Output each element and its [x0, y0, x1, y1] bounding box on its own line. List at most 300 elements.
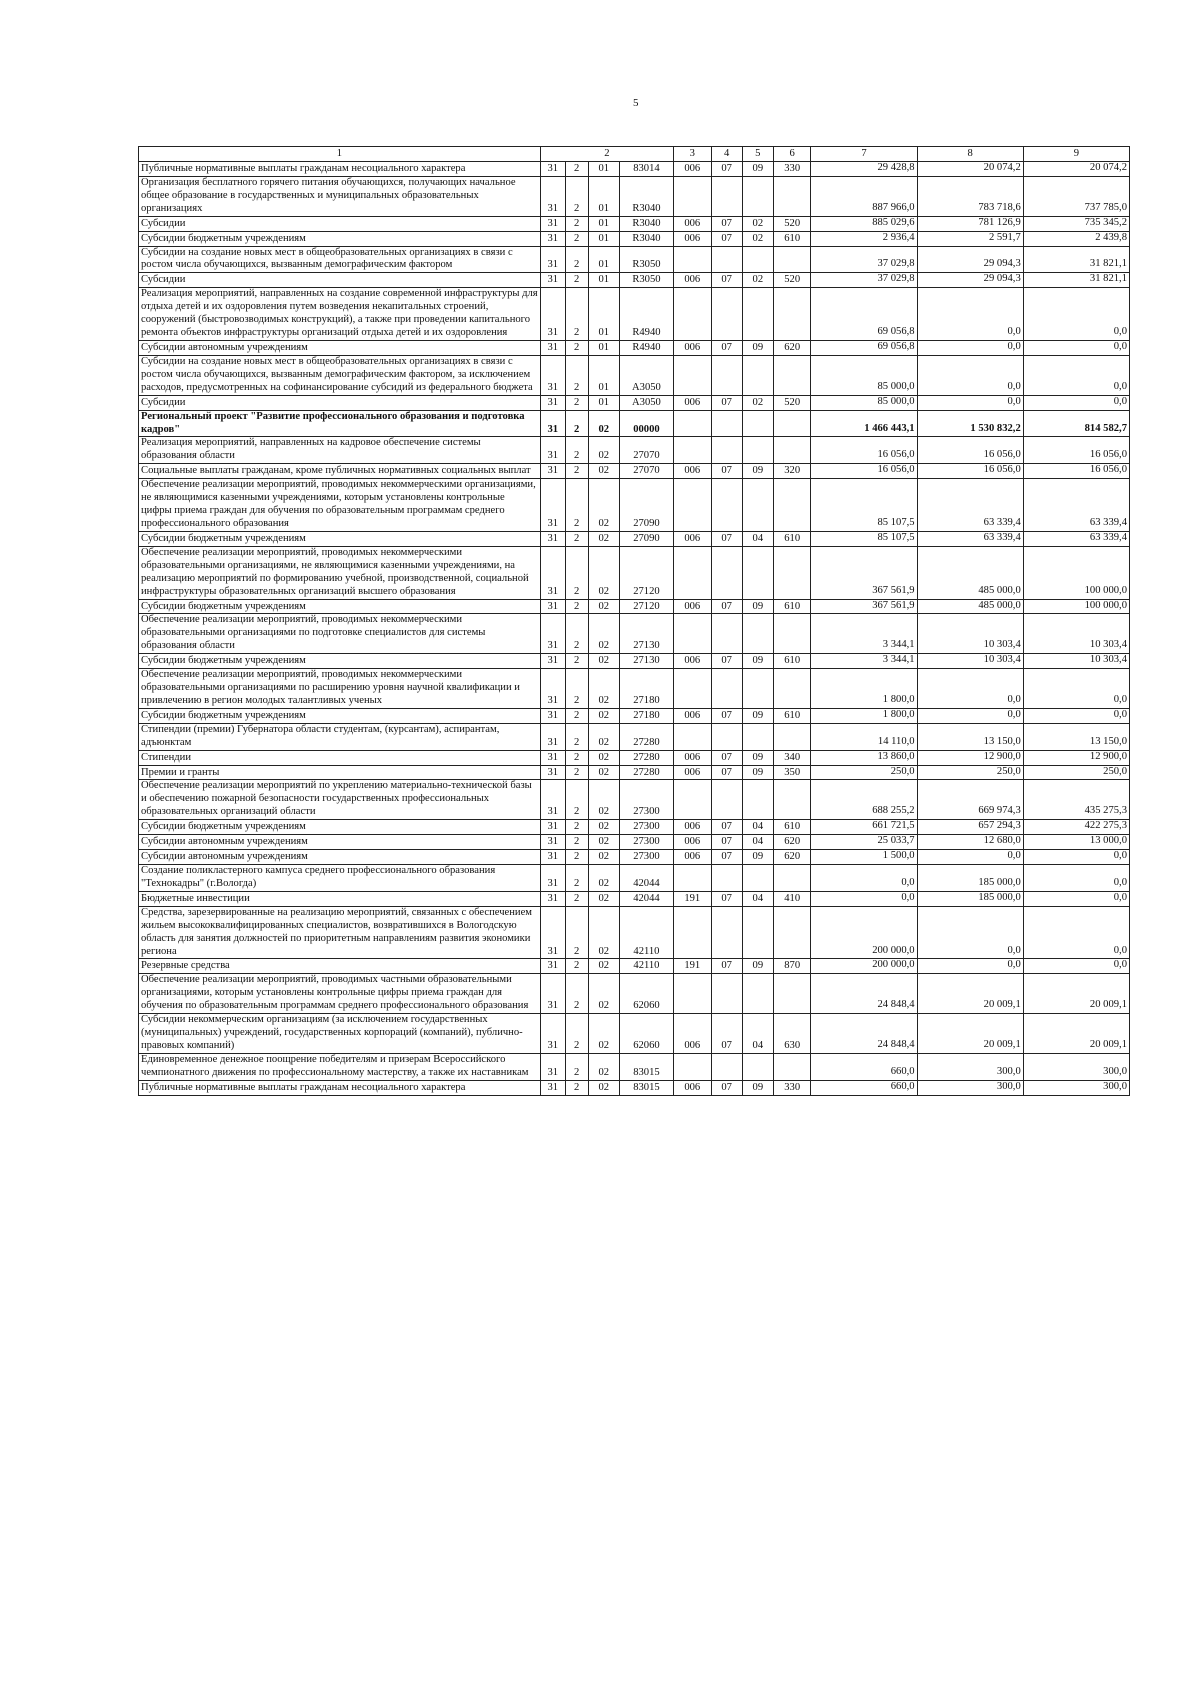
code-c3: 02	[588, 974, 619, 1014]
value-col-8: 12 900,0	[917, 750, 1023, 765]
row-name: Обеспечение реализации мероприятий, проводимых некоммерческими образовательными организациями по расширению уровня научной квалификации и привлечению в регион молодых талантливых ученых	[139, 669, 541, 709]
code-c4: R4940	[619, 340, 673, 355]
value-col-7: 200 000,0	[811, 906, 917, 959]
code-ministry: 006	[674, 340, 711, 355]
column-header-4: 4	[711, 147, 742, 162]
value-col-9: 0,0	[1023, 288, 1129, 341]
code-c1: 31	[540, 891, 565, 906]
table-row	[139, 464, 1130, 479]
code-expense-type: 630	[773, 1014, 810, 1054]
code-section	[711, 479, 742, 532]
code-ministry: 006	[674, 162, 711, 177]
code-section: 07	[711, 216, 742, 231]
code-ministry: 006	[674, 1014, 711, 1054]
column-header-8: 8	[917, 147, 1023, 162]
code-c4: 27300	[619, 820, 673, 835]
code-c4: 27120	[619, 546, 673, 599]
code-expense-type: 520	[773, 273, 810, 288]
value-col-9: 63 339,4	[1023, 479, 1129, 532]
value-col-8: 29 094,3	[917, 246, 1023, 273]
code-c1: 31	[540, 614, 565, 654]
code-section	[711, 410, 742, 437]
value-col-9: 422 275,3	[1023, 820, 1129, 835]
value-col-9: 63 339,4	[1023, 531, 1129, 546]
value-col-9: 12 900,0	[1023, 750, 1129, 765]
code-c3: 02	[588, 891, 619, 906]
code-c4: 27300	[619, 780, 673, 820]
code-ministry: 006	[674, 395, 711, 410]
code-expense-type	[773, 410, 810, 437]
code-c4: R3050	[619, 246, 673, 273]
code-section	[711, 176, 742, 216]
code-c4: 27130	[619, 654, 673, 669]
value-col-9: 435 275,3	[1023, 780, 1129, 820]
code-ministry: 006	[674, 708, 711, 723]
code-c3: 02	[588, 820, 619, 835]
value-col-8: 10 303,4	[917, 654, 1023, 669]
code-c2: 2	[565, 1080, 588, 1095]
row-name: Обеспечение реализации мероприятий, проводимых частными образовательными организациями, которым установлены контрольные цифры приема граждан для обучения по образовательным программам среднего профессионального образования	[139, 974, 541, 1014]
code-c2: 2	[565, 288, 588, 341]
code-c4: 83014	[619, 162, 673, 177]
code-c3: 02	[588, 599, 619, 614]
value-col-7: 24 848,4	[811, 974, 917, 1014]
code-c1: 31	[540, 708, 565, 723]
code-c3: 02	[588, 464, 619, 479]
code-ministry: 006	[674, 273, 711, 288]
budget-table	[138, 146, 1130, 1096]
code-c4: R3050	[619, 273, 673, 288]
code-subsection: 04	[742, 1014, 773, 1054]
code-c2: 2	[565, 479, 588, 532]
code-c2: 2	[565, 820, 588, 835]
code-c1: 31	[540, 906, 565, 959]
code-expense-type	[773, 780, 810, 820]
code-expense-type: 610	[773, 531, 810, 546]
row-name: Субсидии бюджетным учреждениям	[139, 708, 541, 723]
value-col-9: 735 345,2	[1023, 216, 1129, 231]
row-name: Субсидии на создание новых мест в общеобразовательных организациях в связи с ростом числа обучающихся, вызванным демографическим фактором, за исключением расходов, предусмотренных на софинансирование субсидий из федерального бюджета	[139, 355, 541, 395]
row-name: Бюджетные инвестиции	[139, 891, 541, 906]
value-col-7: 887 966,0	[811, 176, 917, 216]
code-c3: 01	[588, 176, 619, 216]
row-name: Публичные нормативные выплаты гражданам несоциального характера	[139, 162, 541, 177]
code-c3: 02	[588, 723, 619, 750]
code-c3: 02	[588, 780, 619, 820]
code-c1: 31	[540, 464, 565, 479]
code-ministry: 006	[674, 654, 711, 669]
value-col-7: 367 561,9	[811, 599, 917, 614]
code-c4: 27180	[619, 708, 673, 723]
value-col-9: 0,0	[1023, 906, 1129, 959]
code-c1: 31	[540, 246, 565, 273]
code-ministry	[674, 546, 711, 599]
value-col-7: 0,0	[811, 891, 917, 906]
table-row	[139, 750, 1130, 765]
row-name: Субсидии на создание новых мест в общеобразовательных организациях в связи с ростом числа обучающихся, вызванным демографическим фактором	[139, 246, 541, 273]
code-section: 07	[711, 765, 742, 780]
code-c1: 31	[540, 479, 565, 532]
code-c4: 42110	[619, 959, 673, 974]
code-ministry	[674, 355, 711, 395]
row-name: Стипендии (премии) Губернатора области студентам, (курсантам), аспирантам, адъюнктам	[139, 723, 541, 750]
table-row	[139, 723, 1130, 750]
code-subsection: 04	[742, 820, 773, 835]
table-row	[139, 546, 1130, 599]
code-c3: 01	[588, 273, 619, 288]
code-c2: 2	[565, 765, 588, 780]
code-expense-type: 610	[773, 820, 810, 835]
code-c4: 00000	[619, 410, 673, 437]
row-name: Единовременное денежное поощрение победителям и призерам Всероссийского чемпионатного движения по профессиональному мастерству, а также их наставникам	[139, 1053, 541, 1080]
value-col-7: 85 107,5	[811, 531, 917, 546]
code-c3: 02	[588, 410, 619, 437]
value-col-9: 300,0	[1023, 1080, 1129, 1095]
value-col-9: 0,0	[1023, 850, 1129, 865]
value-col-8: 29 094,3	[917, 273, 1023, 288]
code-c2: 2	[565, 654, 588, 669]
code-c4: 27280	[619, 723, 673, 750]
value-col-8: 669 974,3	[917, 780, 1023, 820]
value-col-9: 0,0	[1023, 355, 1129, 395]
code-ministry: 006	[674, 231, 711, 246]
value-col-9: 16 056,0	[1023, 464, 1129, 479]
table-row	[139, 273, 1130, 288]
code-expense-type: 320	[773, 464, 810, 479]
code-ministry	[674, 865, 711, 892]
code-c2: 2	[565, 546, 588, 599]
code-section: 07	[711, 1080, 742, 1095]
column-header-9: 9	[1023, 147, 1129, 162]
row-name: Резервные средства	[139, 959, 541, 974]
table-row	[139, 437, 1130, 464]
code-ministry: 006	[674, 464, 711, 479]
code-ministry	[674, 246, 711, 273]
code-c4: 27180	[619, 669, 673, 709]
code-c2: 2	[565, 1053, 588, 1080]
code-section: 07	[711, 464, 742, 479]
row-name: Создание поликластерного кампуса среднего профессионального образования "Технокадры" (г.Вологда)	[139, 865, 541, 892]
code-expense-type	[773, 246, 810, 273]
code-expense-type: 330	[773, 1080, 810, 1095]
code-c4: 27070	[619, 464, 673, 479]
table-row	[139, 865, 1130, 892]
row-name: Субсидии	[139, 395, 541, 410]
code-section: 07	[711, 599, 742, 614]
code-c1: 31	[540, 340, 565, 355]
table-row	[139, 395, 1130, 410]
code-c1: 31	[540, 1080, 565, 1095]
code-expense-type: 340	[773, 750, 810, 765]
value-col-9: 20 074,2	[1023, 162, 1129, 177]
value-col-7: 85 107,5	[811, 479, 917, 532]
code-c3: 02	[588, 906, 619, 959]
code-ministry: 006	[674, 750, 711, 765]
value-col-8: 16 056,0	[917, 464, 1023, 479]
code-c4: 27090	[619, 531, 673, 546]
value-col-8: 485 000,0	[917, 546, 1023, 599]
code-c1: 31	[540, 780, 565, 820]
row-name: Субсидии автономным учреждениям	[139, 835, 541, 850]
row-name: Субсидии некоммерческим организациям (за исключением государственных (муниципальных) учреждений, государственных корпораций (компаний), публично-правовых компаний)	[139, 1014, 541, 1054]
code-c3: 02	[588, 614, 619, 654]
value-col-8: 63 339,4	[917, 479, 1023, 532]
code-ministry: 191	[674, 959, 711, 974]
value-col-9: 10 303,4	[1023, 654, 1129, 669]
code-section: 07	[711, 231, 742, 246]
code-c1: 31	[540, 865, 565, 892]
code-c3: 02	[588, 959, 619, 974]
table-row	[139, 599, 1130, 614]
value-col-9: 10 303,4	[1023, 614, 1129, 654]
value-col-8: 250,0	[917, 765, 1023, 780]
value-col-7: 14 110,0	[811, 723, 917, 750]
table-row	[139, 974, 1130, 1014]
value-col-7: 85 000,0	[811, 395, 917, 410]
value-col-9: 13 000,0	[1023, 835, 1129, 850]
code-c3: 02	[588, 1053, 619, 1080]
code-expense-type	[773, 723, 810, 750]
code-c3: 01	[588, 340, 619, 355]
code-c4: 27280	[619, 765, 673, 780]
code-c1: 31	[540, 654, 565, 669]
code-subsection: 09	[742, 959, 773, 974]
value-col-8: 0,0	[917, 850, 1023, 865]
table-row	[139, 1080, 1130, 1095]
table-row	[139, 780, 1130, 820]
value-col-8: 0,0	[917, 959, 1023, 974]
value-col-8: 0,0	[917, 340, 1023, 355]
row-name: Средства, зарезервированные на реализацию мероприятий, связанных с обеспечением жильем высококвалифицированных специалистов, возвратившихся в Вологодскую область для занятия должностей по приоритетным направлениям развития экономики региона	[139, 906, 541, 959]
table-row	[139, 410, 1130, 437]
code-expense-type: 620	[773, 835, 810, 850]
value-col-9: 13 150,0	[1023, 723, 1129, 750]
code-c1: 31	[540, 835, 565, 850]
table-row	[139, 531, 1130, 546]
column-header-3: 3	[674, 147, 711, 162]
table-row	[139, 669, 1130, 709]
row-name: Субсидии бюджетным учреждениям	[139, 231, 541, 246]
code-subsection	[742, 546, 773, 599]
value-col-7: 85 000,0	[811, 355, 917, 395]
table-row	[139, 231, 1130, 246]
value-col-9: 0,0	[1023, 891, 1129, 906]
table-row	[139, 614, 1130, 654]
code-section: 07	[711, 340, 742, 355]
code-c3: 02	[588, 546, 619, 599]
code-expense-type	[773, 479, 810, 532]
code-section: 07	[711, 959, 742, 974]
value-col-8: 0,0	[917, 288, 1023, 341]
code-section	[711, 355, 742, 395]
code-c2: 2	[565, 355, 588, 395]
code-subsection	[742, 669, 773, 709]
code-section: 07	[711, 273, 742, 288]
column-header-6: 6	[773, 147, 810, 162]
code-subsection: 09	[742, 599, 773, 614]
code-c2: 2	[565, 437, 588, 464]
code-c4: R3040	[619, 216, 673, 231]
code-section	[711, 865, 742, 892]
row-name: Стипендии	[139, 750, 541, 765]
table-row	[139, 708, 1130, 723]
code-ministry: 191	[674, 891, 711, 906]
value-col-8: 485 000,0	[917, 599, 1023, 614]
code-subsection	[742, 176, 773, 216]
code-c1: 31	[540, 162, 565, 177]
code-subsection	[742, 288, 773, 341]
code-section: 07	[711, 1014, 742, 1054]
value-col-8: 185 000,0	[917, 865, 1023, 892]
code-c1: 31	[540, 820, 565, 835]
row-name: Субсидии	[139, 273, 541, 288]
code-subsection: 04	[742, 835, 773, 850]
value-col-9: 250,0	[1023, 765, 1129, 780]
value-col-7: 367 561,9	[811, 546, 917, 599]
value-col-7: 69 056,8	[811, 340, 917, 355]
code-expense-type: 620	[773, 850, 810, 865]
code-subsection	[742, 437, 773, 464]
value-col-8: 12 680,0	[917, 835, 1023, 850]
code-subsection: 09	[742, 850, 773, 865]
value-col-9: 814 582,7	[1023, 410, 1129, 437]
code-c4: 27300	[619, 835, 673, 850]
value-col-8: 20 009,1	[917, 974, 1023, 1014]
code-c1: 31	[540, 231, 565, 246]
row-name: Организация бесплатного горячего питания обучающихся, получающих начальное общее образование в государственных и муниципальных образовательных организациях	[139, 176, 541, 216]
value-col-7: 1 500,0	[811, 850, 917, 865]
code-section: 07	[711, 891, 742, 906]
column-header-2: 2	[540, 147, 673, 162]
row-name: Субсидии автономным учреждениям	[139, 340, 541, 355]
table-row	[139, 479, 1130, 532]
code-expense-type	[773, 288, 810, 341]
value-col-9: 20 009,1	[1023, 974, 1129, 1014]
value-col-7: 660,0	[811, 1080, 917, 1095]
code-c2: 2	[565, 395, 588, 410]
code-subsection	[742, 780, 773, 820]
code-c3: 01	[588, 246, 619, 273]
code-subsection: 02	[742, 395, 773, 410]
table-row	[139, 850, 1130, 865]
value-col-7: 37 029,8	[811, 273, 917, 288]
value-col-7: 2 936,4	[811, 231, 917, 246]
value-col-7: 16 056,0	[811, 437, 917, 464]
code-c3: 02	[588, 1014, 619, 1054]
code-c3: 02	[588, 708, 619, 723]
code-ministry: 006	[674, 531, 711, 546]
code-subsection: 04	[742, 891, 773, 906]
code-c4: 27280	[619, 750, 673, 765]
table-row	[139, 959, 1130, 974]
code-c2: 2	[565, 340, 588, 355]
value-col-7: 200 000,0	[811, 959, 917, 974]
row-name: Субсидии бюджетным учреждениям	[139, 531, 541, 546]
code-expense-type: 350	[773, 765, 810, 780]
row-name: Обеспечение реализации мероприятий, проводимых некоммерческими образовательными организациями, не являющимися казенными учреждениями, на реализацию мероприятий по формированию учебной, производственной, социальной инфраструктуры образовательных организаций высшего образования	[139, 546, 541, 599]
code-section	[711, 546, 742, 599]
value-col-9: 100 000,0	[1023, 546, 1129, 599]
code-c1: 31	[540, 765, 565, 780]
code-c4: 42044	[619, 891, 673, 906]
code-expense-type: 520	[773, 395, 810, 410]
code-c3: 02	[588, 850, 619, 865]
code-c3: 02	[588, 865, 619, 892]
code-c3: 01	[588, 355, 619, 395]
code-c4: 27090	[619, 479, 673, 532]
row-name: Субсидии бюджетным учреждениям	[139, 599, 541, 614]
table-row	[139, 765, 1130, 780]
row-name: Региональный проект "Развитие профессионального образования и подготовка кадров"	[139, 410, 541, 437]
value-col-9: 300,0	[1023, 1053, 1129, 1080]
value-col-8: 657 294,3	[917, 820, 1023, 835]
code-c1: 31	[540, 750, 565, 765]
value-col-7: 0,0	[811, 865, 917, 892]
code-section: 07	[711, 750, 742, 765]
code-section	[711, 723, 742, 750]
code-subsection: 09	[742, 1080, 773, 1095]
code-ministry: 006	[674, 765, 711, 780]
value-col-9: 31 821,1	[1023, 273, 1129, 288]
code-c4: 27070	[619, 437, 673, 464]
code-c4: 27130	[619, 614, 673, 654]
code-c4: R4940	[619, 288, 673, 341]
code-c3: 02	[588, 479, 619, 532]
code-section: 07	[711, 835, 742, 850]
code-c3: 02	[588, 765, 619, 780]
code-expense-type	[773, 437, 810, 464]
code-c4: R3040	[619, 231, 673, 246]
code-expense-type: 870	[773, 959, 810, 974]
code-c2: 2	[565, 246, 588, 273]
code-c1: 31	[540, 959, 565, 974]
code-c2: 2	[565, 750, 588, 765]
code-c4: 83015	[619, 1053, 673, 1080]
code-ministry	[674, 906, 711, 959]
code-c2: 2	[565, 531, 588, 546]
code-subsection	[742, 865, 773, 892]
code-section: 07	[711, 162, 742, 177]
code-c3: 01	[588, 216, 619, 231]
row-name: Субсидии бюджетным учреждениям	[139, 820, 541, 835]
code-section: 07	[711, 531, 742, 546]
table-row	[139, 820, 1130, 835]
table-row	[139, 288, 1130, 341]
table-row	[139, 355, 1130, 395]
code-expense-type: 330	[773, 162, 810, 177]
code-c4: 27120	[619, 599, 673, 614]
code-subsection: 09	[742, 464, 773, 479]
code-c1: 31	[540, 974, 565, 1014]
code-c1: 31	[540, 723, 565, 750]
code-c1: 31	[540, 669, 565, 709]
code-subsection: 09	[742, 708, 773, 723]
code-c3: 01	[588, 395, 619, 410]
row-name: Реализация мероприятий, направленных на создание современной инфраструктуры для отдыха детей и их оздоровления путем возведения некапитальных строений, сооружений (быстровозводимых конструкций), а также при проведении капитального ремонта объектов инфраструктуры организаций отдыха детей и их оздоровления	[139, 288, 541, 341]
code-c2: 2	[565, 614, 588, 654]
code-c1: 31	[540, 395, 565, 410]
code-ministry: 006	[674, 599, 711, 614]
code-c1: 31	[540, 546, 565, 599]
code-c2: 2	[565, 216, 588, 231]
code-subsection: 02	[742, 273, 773, 288]
code-section	[711, 614, 742, 654]
value-col-8: 300,0	[917, 1053, 1023, 1080]
code-c2: 2	[565, 850, 588, 865]
code-c2: 2	[565, 464, 588, 479]
page-number: 5	[633, 97, 639, 109]
code-section	[711, 437, 742, 464]
